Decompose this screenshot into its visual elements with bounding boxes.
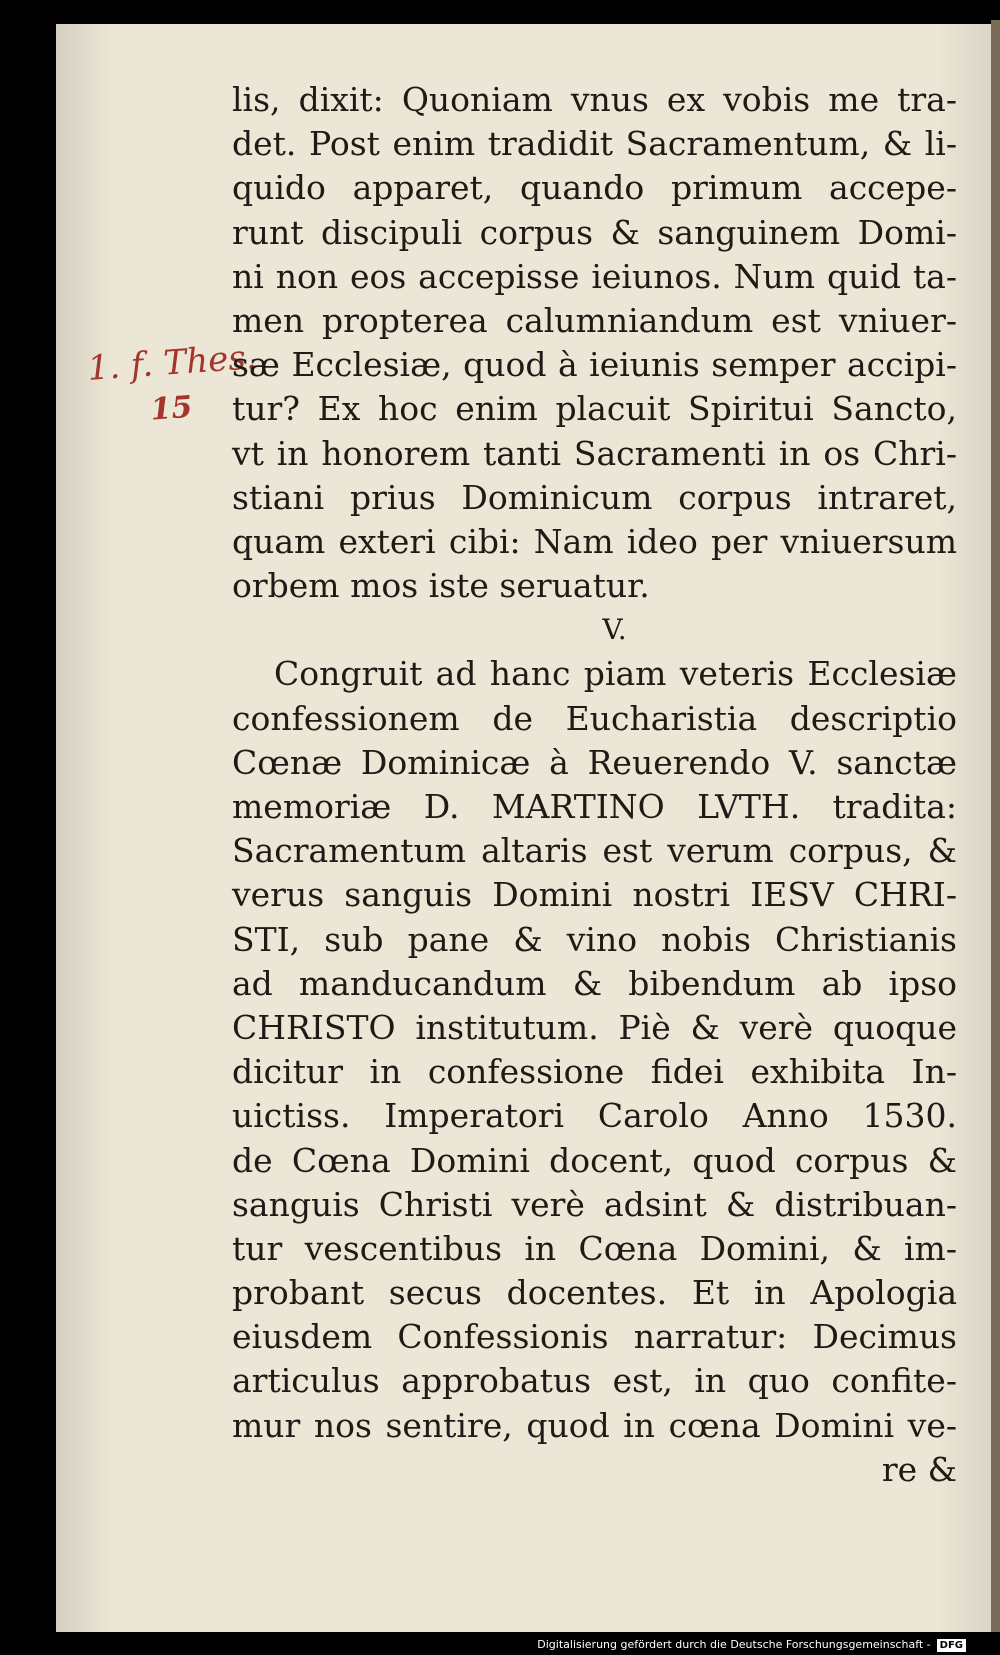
text-line: tur vescentibus in Cœna Domini, & im- (232, 1228, 957, 1268)
digitization-credit (537, 1637, 966, 1653)
text-line: ad manducandum & bibendum ab ipso (232, 963, 957, 1003)
text-line: vt in honorem tanti Sacramenti in os Chri- (232, 433, 957, 473)
text-line: stiani prius Dominicum corpus intraret, (232, 477, 957, 517)
text-line: orbem mos iste seruatur. (232, 566, 650, 606)
text-line: lis, dixit: Quoniam vnus ex vobis me tra- (232, 80, 957, 119)
text-line: articulus approbatus est, in quo confite- (232, 1361, 957, 1401)
annotation-line-1: 1. f. Thes. (86, 337, 258, 389)
text-line: quam exteri cibi: Nam ideo per vniuersum (232, 521, 957, 561)
text-line: Cœnæ Dominicæ à Reuerendo V. sanctæ (232, 742, 957, 782)
text-line: runt discipuli corpus & sanguinem Domi- (232, 212, 957, 252)
dfg-logo: DFG (937, 1639, 966, 1652)
text-line: ni non eos accepisse ieiunos. Num quid ta- (232, 256, 957, 296)
text-line: confessionem de Eucharistia descriptio (232, 698, 957, 738)
text-line: STI, sub pane & vino nobis Christianis (232, 919, 957, 959)
catchword: re & (881, 1449, 957, 1489)
text-line: CHRISTO institutum. Piè & verè quoque (232, 1007, 957, 1047)
text-line: men propterea calumniandum est vniuer- (232, 300, 957, 340)
text-line: dicitur in confessione fidei exhibita In- (232, 1052, 957, 1092)
credit-text: Digitalisierung gefördert durch die Deutsche Forschungsgemeinschaft - (537, 1638, 931, 1651)
text-line: memoriæ D. MARTINO LVTH. tradita: (232, 787, 957, 826)
text-line: det. Post enim tradidit Sacramentum, & li- (232, 124, 957, 164)
text-line: de Cœna Domini docent, quod corpus & (232, 1140, 957, 1180)
section-number: V. (602, 613, 627, 647)
page-edge (991, 20, 1000, 1632)
text-line: Sacramentum altaris est verum corpus, & (232, 831, 957, 871)
page-text (232, 78, 957, 1492)
annotation-line-2: 15 (149, 389, 194, 428)
text-line: verus sanguis Domini nostri IESV CHRI- (232, 875, 957, 915)
text-line: quido apparet, quando primum accepe- (232, 168, 957, 208)
text-line: Congruit ad hanc piam veteris Ecclesiæ (274, 654, 957, 694)
text-line: sanguis Christi verè adsint & distribuan- (232, 1184, 957, 1224)
text-line: tur? Ex hoc enim placuit Spiritui Sancto, (232, 389, 957, 429)
text-line: eiusdem Confessionis narratur: Decimus (232, 1317, 957, 1357)
text-line: uictiss. Imperatori Carolo Anno 1530. (232, 1096, 957, 1136)
text-line: mur nos sentire, quod in cœna Domini ve- (232, 1405, 957, 1445)
text-line: probant secus docentes. Et in Apologia (232, 1273, 957, 1313)
text-line: sæ Ecclesiæ, quod à ieiunis semper accipi- (232, 345, 957, 385)
